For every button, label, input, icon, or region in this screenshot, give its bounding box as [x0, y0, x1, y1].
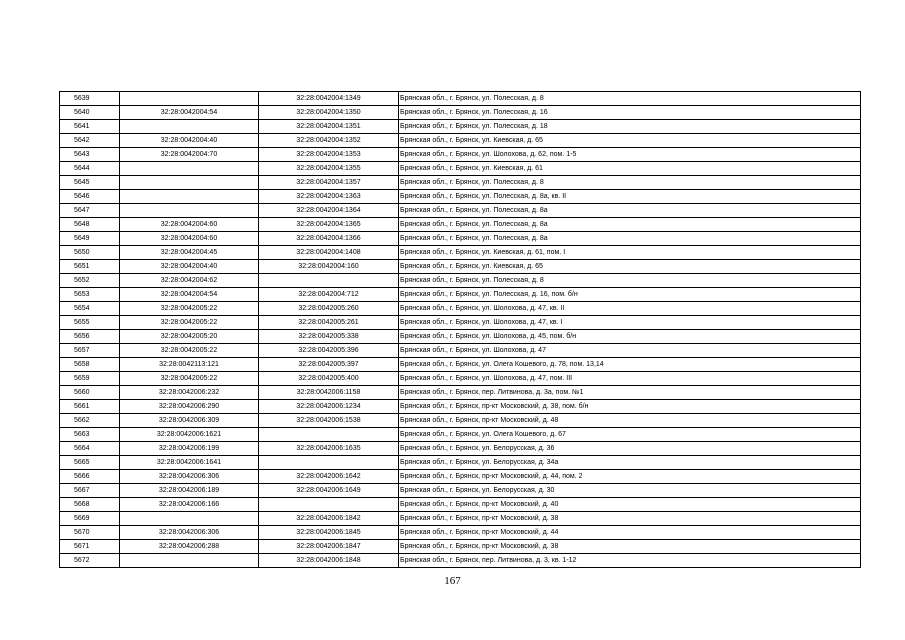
object-cadastral-number-cell — [259, 274, 399, 288]
cadastral-number-cell: 32:28:0042006:306 — [120, 526, 259, 540]
address-cell: Брянская обл., г. Брянск, пр-кт Московский, д. 48 — [399, 414, 861, 428]
address-cell: Брянская обл., г. Брянск, ул. Полесская, д. 16, пом. б/н — [399, 288, 861, 302]
cadastral-number-cell — [120, 554, 259, 568]
object-cadastral-number-cell — [259, 428, 399, 442]
row-number-cell: 5658 — [60, 358, 120, 372]
table-row — [60, 428, 861, 442]
cadastral-number-cell: 32:28:0042005:20 — [120, 330, 259, 344]
table-row — [60, 134, 861, 148]
object-cadastral-number-cell: 32:28:0042004:1351 — [259, 120, 399, 134]
object-cadastral-number-cell: 32:28:0042006:1635 — [259, 442, 399, 456]
row-number-cell: 5654 — [60, 302, 120, 316]
object-cadastral-number-cell: 32:28:0042004:712 — [259, 288, 399, 302]
table-row — [60, 162, 861, 176]
cadastral-number-cell: 32:28:0042006:290 — [120, 400, 259, 414]
object-cadastral-number-cell — [259, 498, 399, 512]
address-cell: Брянская обл., г. Брянск, ул. Полесская, д. 8а, кв. II — [399, 190, 861, 204]
page-number: 167 — [444, 575, 461, 587]
row-number-cell: 5660 — [60, 386, 120, 400]
object-cadastral-number-cell: 32:28:0042004:1349 — [259, 92, 399, 106]
table-row — [60, 526, 861, 540]
table-row — [60, 400, 861, 414]
table-row — [60, 218, 861, 232]
row-number-cell: 5655 — [60, 316, 120, 330]
address-cell: Брянская обл., г. Брянск, ул. Полесская, д. 18 — [399, 120, 861, 134]
object-cadastral-number-cell: 32:28:0042004:1352 — [259, 134, 399, 148]
table-row — [60, 120, 861, 134]
cadastral-number-cell — [120, 512, 259, 526]
row-number-cell: 5670 — [60, 526, 120, 540]
address-cell: Брянская обл., г. Брянск, пр-кт Московский, д. 38 — [399, 512, 861, 526]
cadastral-number-cell — [120, 120, 259, 134]
address-cell: Брянская обл., г. Брянск, ул. Киевская, д. 65 — [399, 134, 861, 148]
cadastral-number-cell: 32:28:0042005:22 — [120, 302, 259, 316]
table-row — [60, 442, 861, 456]
address-cell: Брянская обл., г. Брянск, ул. Шолохова, д. 45, пом. б/н — [399, 330, 861, 344]
table-row — [60, 554, 861, 568]
object-cadastral-number-cell: 32:28:0042004:1350 — [259, 106, 399, 120]
row-number-cell: 5650 — [60, 246, 120, 260]
table-row — [60, 148, 861, 162]
row-number-cell: 5646 — [60, 190, 120, 204]
cadastral-number-cell: 32:28:0042004:45 — [120, 246, 259, 260]
object-cadastral-number-cell: 32:28:0042004:1357 — [259, 176, 399, 190]
table-row — [60, 456, 861, 470]
row-number-cell: 5667 — [60, 484, 120, 498]
object-cadastral-number-cell: 32:28:0042006:1649 — [259, 484, 399, 498]
cadastral-number-cell: 32:28:0042004:60 — [120, 232, 259, 246]
cadastral-number-cell: 32:28:0042005:22 — [120, 372, 259, 386]
object-cadastral-number-cell: 32:28:0042006:1847 — [259, 540, 399, 554]
object-cadastral-number-cell: 32:28:0042004:1365 — [259, 218, 399, 232]
object-cadastral-number-cell: 32:28:0042006:1842 — [259, 512, 399, 526]
table-row — [60, 260, 861, 274]
object-cadastral-number-cell: 32:28:0042004:1366 — [259, 232, 399, 246]
address-cell: Брянская обл., г. Брянск, пр-кт Московский, д. 44 — [399, 526, 861, 540]
table-row — [60, 512, 861, 526]
table-row — [60, 344, 861, 358]
row-number-cell: 5647 — [60, 204, 120, 218]
row-number-cell: 5656 — [60, 330, 120, 344]
row-number-cell: 5664 — [60, 442, 120, 456]
address-cell: Брянская обл., г. Брянск, ул. Шолохова, д. 62, пом. 1-5 — [399, 148, 861, 162]
table-row — [60, 498, 861, 512]
address-cell: Брянская обл., г. Брянск, ул. Полесская, д. 8а — [399, 218, 861, 232]
cadastral-number-cell — [120, 176, 259, 190]
object-cadastral-number-cell: 32:28:0042006:1845 — [259, 526, 399, 540]
address-cell: Брянская обл., г. Брянск, ул. Полесская, д. 8а — [399, 204, 861, 218]
address-cell: Брянская обл., г. Брянск, пр-кт Московский, д. 38, пом. б/н — [399, 400, 861, 414]
address-cell: Брянская обл., г. Брянск, ул. Шолохова, д. 47, кв. II — [399, 302, 861, 316]
table-row — [60, 232, 861, 246]
row-number-cell: 5645 — [60, 176, 120, 190]
address-cell: Брянская обл., г. Брянск, ул. Шолохова, д. 47, кв. I — [399, 316, 861, 330]
cadastral-number-cell: 32:28:0042113:121 — [120, 358, 259, 372]
address-cell: Брянская обл., г. Брянск, ул. Полесская, д. 16 — [399, 106, 861, 120]
row-number-cell: 5659 — [60, 372, 120, 386]
cadastral-number-cell: 32:28:0042005:22 — [120, 316, 259, 330]
object-cadastral-number-cell: 32:28:0042004:1353 — [259, 148, 399, 162]
address-cell: Брянская обл., г. Брянск, пер. Литвинова, д. 3, кв. 1-12 — [399, 554, 861, 568]
row-number-cell: 5661 — [60, 400, 120, 414]
address-cell: Брянская обл., г. Брянск, ул. Полесская, д. 8 — [399, 92, 861, 106]
address-cell: Брянская обл., г. Брянск, ул. Олега Кошевого, д. 67 — [399, 428, 861, 442]
cadastral-number-cell: 32:28:0042006:309 — [120, 414, 259, 428]
address-cell: Брянская обл., г. Брянск, ул. Олега Кошевого, д. 78, пом. 13,14 — [399, 358, 861, 372]
table-row — [60, 540, 861, 554]
cadastral-number-cell: 32:28:0042004:60 — [120, 218, 259, 232]
object-cadastral-number-cell: 32:28:0042004:1355 — [259, 162, 399, 176]
address-cell: Брянская обл., г. Брянск, ул. Киевская, д. 61 — [399, 162, 861, 176]
cadastral-number-cell: 32:28:0042006:189 — [120, 484, 259, 498]
row-number-cell: 5671 — [60, 540, 120, 554]
cadastral-number-cell: 32:28:0042006:306 — [120, 470, 259, 484]
row-number-cell: 5669 — [60, 512, 120, 526]
cadastral-number-cell: 32:28:0042004:40 — [120, 134, 259, 148]
object-cadastral-number-cell: 32:28:0042006:1848 — [259, 554, 399, 568]
object-cadastral-number-cell: 32:28:0042004:1364 — [259, 204, 399, 218]
row-number-cell: 5641 — [60, 120, 120, 134]
object-cadastral-number-cell: 32:28:0042006:1538 — [259, 414, 399, 428]
row-number-cell: 5672 — [60, 554, 120, 568]
row-number-cell: 5644 — [60, 162, 120, 176]
table-row — [60, 470, 861, 484]
cadastral-number-cell: 32:28:0042006:199 — [120, 442, 259, 456]
table-row — [60, 414, 861, 428]
table-row — [60, 386, 861, 400]
cadastral-number-cell: 32:28:0042004:62 — [120, 274, 259, 288]
address-cell: Брянская обл., г. Брянск, ул. Полесская, д. 8 — [399, 274, 861, 288]
cadastral-number-cell: 32:28:0042004:40 — [120, 260, 259, 274]
row-number-cell: 5642 — [60, 134, 120, 148]
address-cell: Брянская обл., г. Брянск, ул. Полесская, д. 8 — [399, 176, 861, 190]
cadastral-number-cell — [120, 190, 259, 204]
address-cell: Брянская обл., г. Брянск, ул. Белорусская, д. 36 — [399, 442, 861, 456]
address-cell: Брянская обл., г. Брянск, пр-кт Московский, д. 38 — [399, 540, 861, 554]
row-number-cell: 5640 — [60, 106, 120, 120]
address-cell: Брянская обл., г. Брянск, ул. Полесская, д. 8а — [399, 232, 861, 246]
table-row — [60, 484, 861, 498]
table-row — [60, 176, 861, 190]
table-row — [60, 330, 861, 344]
object-cadastral-number-cell: 32:28:0042004:1363 — [259, 190, 399, 204]
address-cell: Брянская обл., г. Брянск, пер. Литвинова, д. 3а, пом. №1 — [399, 386, 861, 400]
object-cadastral-number-cell: 32:28:0042005:397 — [259, 358, 399, 372]
object-cadastral-number-cell: 32:28:0042006:1158 — [259, 386, 399, 400]
table-row — [60, 274, 861, 288]
object-cadastral-number-cell: 32:28:0042006:1642 — [259, 470, 399, 484]
table-row — [60, 92, 861, 106]
table-row — [60, 358, 861, 372]
cadastral-number-cell: 32:28:0042005:22 — [120, 344, 259, 358]
cadastral-number-cell — [120, 162, 259, 176]
row-number-cell: 5648 — [60, 218, 120, 232]
cadastral-number-cell: 32:28:0042006:232 — [120, 386, 259, 400]
row-number-cell: 5651 — [60, 260, 120, 274]
table-row — [60, 302, 861, 316]
table-row — [60, 106, 861, 120]
row-number-cell: 5666 — [60, 470, 120, 484]
row-number-cell: 5668 — [60, 498, 120, 512]
address-cell: Брянская обл., г. Брянск, пр-кт Московский, д. 44, пом. 2 — [399, 470, 861, 484]
object-cadastral-number-cell: 32:28:0042005:396 — [259, 344, 399, 358]
object-cadastral-number-cell: 32:28:0042005:400 — [259, 372, 399, 386]
row-number-cell: 5652 — [60, 274, 120, 288]
address-cell: Брянская обл., г. Брянск, ул. Шолохова, д. 47, пом. III — [399, 372, 861, 386]
cadastral-number-cell: 32:28:0042004:70 — [120, 148, 259, 162]
address-cell: Брянская обл., г. Брянск, ул. Киевская, д. 65 — [399, 260, 861, 274]
cadastral-number-cell: 32:28:0042004:54 — [120, 288, 259, 302]
table-row — [60, 246, 861, 260]
row-number-cell: 5657 — [60, 344, 120, 358]
cadastral-number-cell — [120, 92, 259, 106]
object-cadastral-number-cell: 32:28:0042005:338 — [259, 330, 399, 344]
object-cadastral-number-cell: 32:28:0042004:160 — [259, 260, 399, 274]
row-number-cell: 5653 — [60, 288, 120, 302]
row-number-cell: 5662 — [60, 414, 120, 428]
cadastral-number-cell: 32:28:0042004:54 — [120, 106, 259, 120]
address-cell: Брянская обл., г. Брянск, ул. Белорусская, д. 34а — [399, 456, 861, 470]
row-number-cell: 5649 — [60, 232, 120, 246]
table-row — [60, 372, 861, 386]
object-cadastral-number-cell: 32:28:0042004:1408 — [259, 246, 399, 260]
object-cadastral-number-cell — [259, 456, 399, 470]
object-cadastral-number-cell: 32:28:0042005:261 — [259, 316, 399, 330]
property-table — [59, 91, 861, 568]
row-number-cell: 5665 — [60, 456, 120, 470]
cadastral-number-cell: 32:28:0042006:1621 — [120, 428, 259, 442]
object-cadastral-number-cell: 32:28:0042006:1234 — [259, 400, 399, 414]
row-number-cell: 5639 — [60, 92, 120, 106]
cadastral-number-cell: 32:28:0042006:1641 — [120, 456, 259, 470]
address-cell: Брянская обл., г. Брянск, ул. Киевская, д. 61, пом. I — [399, 246, 861, 260]
property-table-body — [60, 92, 861, 568]
row-number-cell: 5643 — [60, 148, 120, 162]
table-row — [60, 288, 861, 302]
object-cadastral-number-cell: 32:28:0042005:260 — [259, 302, 399, 316]
row-number-cell: 5663 — [60, 428, 120, 442]
cadastral-number-cell: 32:28:0042006:166 — [120, 498, 259, 512]
address-cell: Брянская обл., г. Брянск, пр-кт Московский, д. 40 — [399, 498, 861, 512]
cadastral-number-cell — [120, 204, 259, 218]
table-row — [60, 204, 861, 218]
address-cell: Брянская обл., г. Брянск, ул. Белорусская, д. 30 — [399, 484, 861, 498]
address-cell: Брянская обл., г. Брянск, ул. Шолохова, д. 47 — [399, 344, 861, 358]
cadastral-number-cell: 32:28:0042006:288 — [120, 540, 259, 554]
table-row — [60, 190, 861, 204]
table-row — [60, 316, 861, 330]
